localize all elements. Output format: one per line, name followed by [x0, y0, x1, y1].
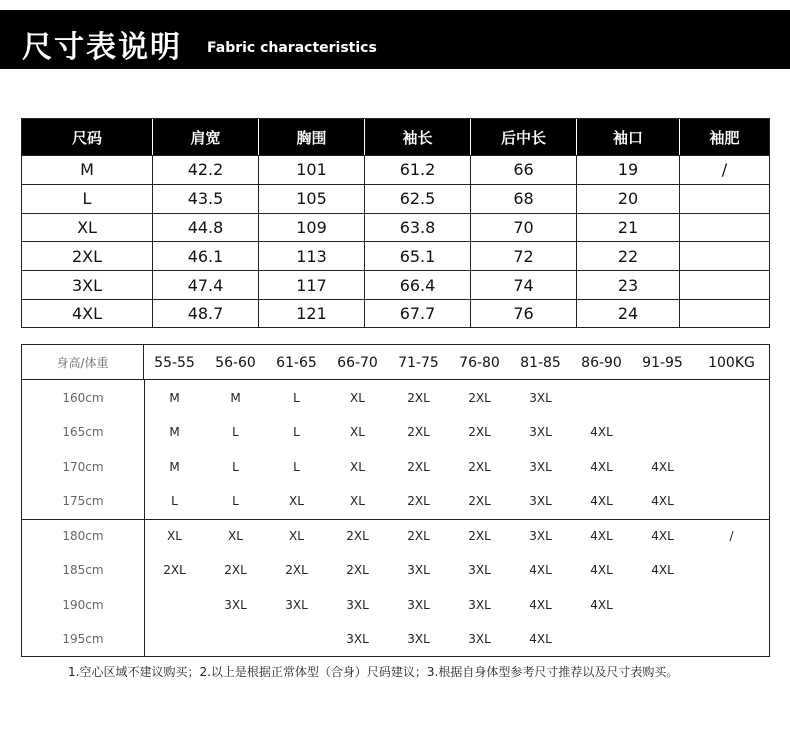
recommended-size-cell: 4XL [590, 563, 613, 577]
recommended-size-cell: XL [350, 494, 365, 508]
recommended-size-cell: 2XL [346, 563, 369, 577]
size-value-cell: 101 [259, 156, 365, 184]
recommended-size-cell: / [729, 529, 734, 543]
weight-col-header: 56-60 [215, 355, 256, 371]
size-value-cell: 61.2 [365, 156, 471, 184]
recommended-size-cell: XL [289, 529, 304, 543]
recommended-size-cell: 2XL [163, 563, 186, 577]
size-value-cell: 42.2 [153, 156, 259, 184]
recommended-size-cell: M [230, 391, 241, 405]
size-value-cell: 65.1 [365, 242, 471, 270]
size-label-cell: 2XL [22, 242, 153, 270]
size-value-cell [680, 185, 769, 213]
recommended-size-cell: 2XL [407, 391, 430, 405]
recommend-row [22, 553, 769, 587]
size-value-cell: 63.8 [365, 214, 471, 242]
weight-col-header: 100KG [708, 355, 755, 371]
size-value-cell [680, 214, 769, 242]
page-title: 尺寸表说明 [22, 30, 182, 65]
height-label: 170cm [62, 460, 104, 474]
recommended-size-cell: 2XL [468, 494, 491, 508]
size-table-row [22, 213, 769, 242]
recommend-row [22, 415, 769, 449]
recommended-size-cell [571, 381, 632, 415]
height-label: 195cm [62, 632, 104, 646]
recommended-size-cell: L [232, 460, 239, 474]
recommended-size-cell: M [169, 425, 180, 439]
weight-col-header: 71-75 [398, 355, 439, 371]
size-table-row [22, 155, 769, 184]
size-value-cell: 44.8 [153, 214, 259, 242]
size-label-cell: 4XL [22, 300, 153, 328]
recommended-size-cell: L [171, 494, 178, 508]
recommended-size-cell: XL [350, 391, 365, 405]
size-table-row [22, 299, 769, 328]
recommended-size-cell [632, 381, 693, 415]
recommended-size-cell: 3XL [468, 598, 491, 612]
recommend-table-header [22, 345, 769, 380]
recommended-size-cell: 4XL [590, 425, 613, 439]
recommend-row [22, 622, 769, 656]
recommend-row [22, 588, 769, 622]
recommended-size-cell [144, 622, 205, 656]
size-value-cell: 105 [259, 185, 365, 213]
size-table-body [22, 155, 769, 328]
weight-col-header: 81-85 [520, 355, 561, 371]
size-col-header: 袖长 [365, 119, 471, 155]
recommended-size-cell: 3XL [407, 563, 430, 577]
size-value-cell: 24 [577, 300, 680, 328]
size-value-cell: 66.4 [365, 271, 471, 299]
recommended-size-cell [571, 622, 632, 656]
recommended-size-cell [701, 622, 762, 656]
recommended-size-cell: 4XL [651, 460, 674, 474]
recommended-size-cell: XL [167, 529, 182, 543]
size-value-cell: 113 [259, 242, 365, 270]
size-value-cell [680, 242, 769, 270]
recommended-size-cell: 4XL [529, 563, 552, 577]
recommended-size-cell: XL [350, 425, 365, 439]
recommended-size-cell: 4XL [529, 632, 552, 646]
recommended-size-cell: 4XL [651, 563, 674, 577]
size-table-row [22, 241, 769, 270]
height-label: 175cm [62, 494, 104, 508]
recommended-size-cell: 2XL [407, 529, 430, 543]
size-value-cell: 48.7 [153, 300, 259, 328]
recommended-size-cell: 3XL [407, 598, 430, 612]
height-label: 180cm [62, 529, 104, 543]
recommended-size-cell [205, 622, 266, 656]
weight-col-header: 61-65 [276, 355, 317, 371]
recommended-size-cell [632, 622, 693, 656]
recommended-size-cell: L [293, 460, 300, 474]
size-label-cell: L [22, 185, 153, 213]
recommend-row [22, 484, 769, 518]
recommended-size-cell: 3XL [285, 598, 308, 612]
height-label: 165cm [62, 425, 104, 439]
size-table [21, 118, 770, 328]
size-value-cell: 70 [471, 214, 577, 242]
recommended-size-cell [266, 622, 327, 656]
size-value-cell: 47.4 [153, 271, 259, 299]
size-value-cell: 22 [577, 242, 680, 270]
recommended-size-cell: 4XL [651, 494, 674, 508]
size-value-cell: 66 [471, 156, 577, 184]
page-subtitle: Fabric characteristics [207, 40, 377, 56]
recommended-size-cell: 2XL [407, 425, 430, 439]
recommended-size-cell: 3XL [346, 632, 369, 646]
recommend-row [22, 519, 769, 553]
size-value-cell: 23 [577, 271, 680, 299]
weight-col-header: 86-90 [581, 355, 622, 371]
recommended-size-cell: 2XL [285, 563, 308, 577]
size-col-header: 尺码 [22, 119, 153, 155]
recommended-size-cell: 2XL [407, 460, 430, 474]
size-value-cell [680, 300, 769, 328]
recommended-size-cell: L [232, 494, 239, 508]
recommended-size-cell: 4XL [590, 529, 613, 543]
size-value-cell: 21 [577, 214, 680, 242]
recommended-size-cell: L [293, 391, 300, 405]
recommended-size-cell [701, 484, 762, 518]
recommended-size-cell: 4XL [590, 494, 613, 508]
size-value-cell: 68 [471, 185, 577, 213]
recommended-size-cell: L [293, 425, 300, 439]
height-label: 185cm [62, 563, 104, 577]
recommend-row [22, 450, 769, 484]
recommended-size-cell: 4XL [590, 598, 613, 612]
recommended-size-cell: 3XL [468, 632, 491, 646]
recommended-size-cell [632, 415, 693, 449]
recommended-size-cell: 3XL [529, 494, 552, 508]
size-value-cell: 121 [259, 300, 365, 328]
recommended-size-cell [701, 415, 762, 449]
height-label: 190cm [62, 598, 104, 612]
size-value-cell: / [721, 160, 728, 180]
recommended-size-cell [701, 553, 762, 587]
size-col-header: 肩宽 [153, 119, 259, 155]
recommended-size-cell [701, 450, 762, 484]
size-col-header: 胸围 [259, 119, 365, 155]
recommended-size-cell: 2XL [224, 563, 247, 577]
size-col-header: 后中长 [471, 119, 577, 155]
footnote: 1.空心区域不建议购买；2.以上是根据正常体型（合身）尺码建议；3.根据自身体型参考尺寸推荐以及尺寸表购买。 [68, 665, 679, 679]
size-label-cell: XL [22, 214, 153, 242]
recommended-size-cell: 3XL [529, 425, 552, 439]
recommended-size-cell [632, 588, 693, 622]
size-value-cell: 72 [471, 242, 577, 270]
recommended-size-cell: 4XL [651, 529, 674, 543]
weight-col-header: 55-55 [154, 355, 195, 371]
recommended-size-cell: 2XL [346, 529, 369, 543]
size-value-cell: 74 [471, 271, 577, 299]
recommended-size-cell: 2XL [468, 425, 491, 439]
recommended-size-cell: XL [289, 494, 304, 508]
size-value-cell: 46.1 [153, 242, 259, 270]
recommend-row [22, 381, 769, 415]
size-value-cell: 109 [259, 214, 365, 242]
height-weight-label: 身高/体重 [22, 345, 144, 379]
recommended-size-cell: 2XL [468, 460, 491, 474]
size-value-cell: 117 [259, 271, 365, 299]
weight-col-header: 91-95 [642, 355, 683, 371]
recommend-table [21, 344, 770, 657]
recommended-size-cell: 3XL [224, 598, 247, 612]
recommended-size-cell: 3XL [346, 598, 369, 612]
recommended-size-cell: L [232, 425, 239, 439]
recommended-size-cell: 2XL [407, 494, 430, 508]
recommended-size-cell: 4XL [590, 460, 613, 474]
size-value-cell: 62.5 [365, 185, 471, 213]
height-label: 160cm [62, 391, 104, 405]
recommended-size-cell: 3XL [407, 632, 430, 646]
size-value-cell: 19 [577, 156, 680, 184]
size-value-cell: 20 [577, 185, 680, 213]
recommended-size-cell: XL [350, 460, 365, 474]
size-value-cell: 43.5 [153, 185, 259, 213]
size-value-cell: 76 [471, 300, 577, 328]
size-col-header: 袖肥 [709, 128, 740, 147]
size-col-header: 袖口 [577, 119, 680, 155]
recommended-size-cell: XL [228, 529, 243, 543]
weight-col-header: 76-80 [459, 355, 500, 371]
size-label-cell: 3XL [22, 271, 153, 299]
recommended-size-cell: 3XL [468, 563, 491, 577]
recommended-size-cell: 3XL [529, 529, 552, 543]
recommended-size-cell: M [169, 391, 180, 405]
size-value-cell [680, 271, 769, 299]
size-value-cell: 67.7 [365, 300, 471, 328]
recommended-size-cell [701, 381, 762, 415]
size-table-row [22, 184, 769, 213]
recommended-size-cell: 3XL [529, 391, 552, 405]
recommended-size-cell [144, 588, 205, 622]
weight-col-header: 66-70 [337, 355, 378, 371]
size-table-header [22, 119, 769, 155]
size-table-row [22, 270, 769, 299]
recommended-size-cell: 2XL [468, 391, 491, 405]
recommended-size-cell: 2XL [468, 529, 491, 543]
recommended-size-cell: 4XL [529, 598, 552, 612]
recommended-size-cell [701, 588, 762, 622]
size-label-cell: M [22, 156, 153, 184]
recommended-size-cell: M [169, 460, 180, 474]
recommended-size-cell: 3XL [529, 460, 552, 474]
